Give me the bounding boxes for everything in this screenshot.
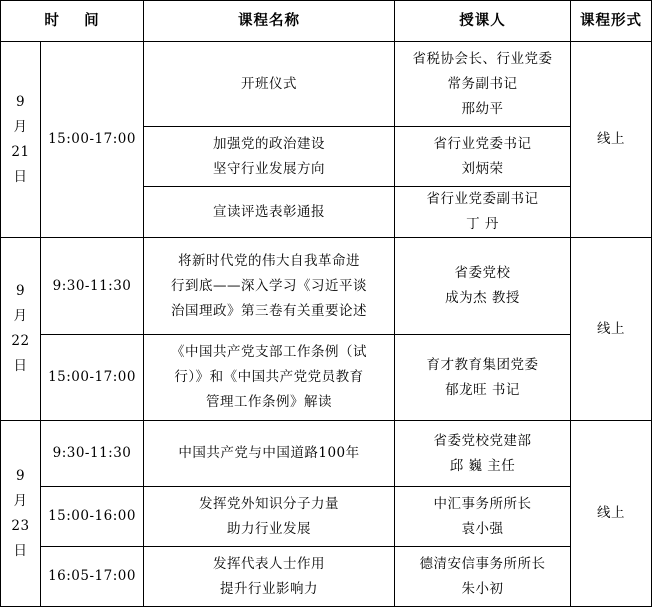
table-row [1, 421, 652, 487]
lecturer-cell: 育才教育集团党委 郁龙旺 书记 [395, 335, 571, 421]
table-row [1, 487, 652, 547]
table-row [1, 42, 652, 127]
format-cell-day1: 线上 [571, 42, 652, 238]
lecturer-cell: 省行业党委书记 刘炳荣 [395, 127, 571, 187]
format-cell-day3: 线上 [571, 421, 652, 607]
lecturer-cell: 省委党校 成为杰 教授 [395, 238, 571, 335]
lecturer-cell: 德清安信事务所所长 朱小初 [395, 547, 571, 607]
time-cell: 9:30-11:30 [41, 238, 144, 335]
header-lecturer: 授课人 [395, 1, 571, 42]
time-cell: 15:00-16:00 [41, 487, 144, 547]
course-name-cell: 将新时代党的伟大自我革命进 行到底——深入学习《习近平谈 治国理政》第三卷有关重要论述 [144, 238, 395, 335]
date-cell-day1: 9 月 21 日 [1, 42, 41, 238]
date-cell-day2: 9 月 22 日 [1, 238, 41, 421]
time-cell: 16:05-17:00 [41, 547, 144, 607]
course-name-cell: 中国共产党与中国道路100年 [144, 421, 395, 487]
course-name-cell: 发挥代表人士作用 提升行业影响力 [144, 547, 395, 607]
header-course: 课程名称 [144, 1, 395, 42]
header-row [1, 1, 652, 42]
time-cell: 9:30-11:30 [41, 421, 144, 487]
lecturer-cell: 中汇事务所所长 袁小强 [395, 487, 571, 547]
course-name-cell: 发挥党外知识分子力量 助力行业发展 [144, 487, 395, 547]
course-name-cell: 开班仪式 [144, 42, 395, 127]
table-row [1, 238, 652, 335]
table-row [1, 335, 652, 421]
format-cell-day2: 线上 [571, 238, 652, 421]
course-name-cell: 宣读评选表彰通报 [144, 187, 395, 238]
course-name-cell: 《中国共产党支部工作条例（试 行）》和《中国共产党党员教育 管理工作条例》解读 [144, 335, 395, 421]
lecturer-cell: 省委党校党建部 邱 巍 主任 [395, 421, 571, 487]
time-cell: 15:00-17:00 [41, 335, 144, 421]
date-cell-day3: 9 月 23 日 [1, 421, 41, 607]
time-cell: 15:00-17:00 [41, 42, 144, 238]
header-format: 课程形式 [571, 1, 652, 42]
lecturer-cell: 省税协会长、行业党委 常务副书记 邢幼平 [395, 42, 571, 127]
course-name-cell: 加强党的政治建设 坚守行业发展方向 [144, 127, 395, 187]
header-time: 时 间 [1, 1, 144, 42]
lecturer-cell: 省行业党委副书记 丁 丹 [395, 187, 571, 238]
